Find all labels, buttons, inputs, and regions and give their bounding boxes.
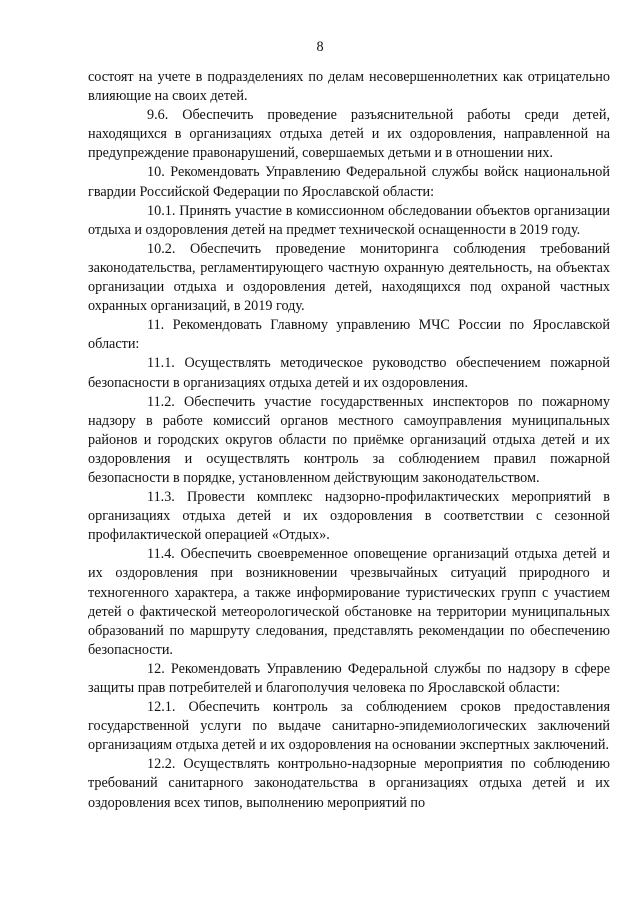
paragraph-11: 11. Рекомендовать Главному управлению МЧС России по Ярославской области: — [88, 317, 610, 353]
paragraph-12-2: 12.2. Осуществлять контрольно-надзорные мероприятия по соблюдению требований санитарного законодательства в организациях отдыха детей и их оздоровления всех типов, выполнению мероприятий по — [88, 756, 610, 811]
paragraph-12-1: 12.1. Обеспечить контроль за соблюдением сроков предоставления государственной услуги по выдаче санитарно-эпидемиологических заключений организациям отдыха детей и их оздоровления на основании экспертных заключений. — [88, 699, 610, 754]
paragraph-11-2: 11.2. Обеспечить участие государственных инспекторов по пожарному надзору в работе комиссий органов местного самоуправления муниципальных районов и городских округов области по приёмке организаций отдыха детей и их оздоровления и осуществлять контроль за соблюдением правил пожарной безопасности в порядке, установленном действующим законодательством. — [88, 393, 610, 486]
paragraph-11-4: 11.4. Обеспечить своевременное оповещение организаций отдыха детей и их оздоровления при возникновении чрезвычайных ситуаций природного и техногенного характера, а также информирование туристических групп с участием детей о фактической метеорологической обстановке на территории муниципальных образований по маршруту следования, представлять рекомендации по обеспечению безопасности. — [88, 546, 610, 658]
page-number: 8 — [316, 39, 324, 55]
paragraph-10-2: 10.2. Обеспечить проведение мониторинга соблюдения требований законодательства, регламентирующего частную охранную деятельность, на объектах организации отдыха и оздоровления детей, находящихся под охраной частных охранных организаций, в 2019 году. — [88, 240, 610, 315]
paragraph-11-1: 11.1. Осуществлять методическое руководство обеспечением пожарной безопасности в организациях отдыха детей и их оздоровления. — [88, 355, 610, 391]
paragraph-continuation: состоят на учете в подразделениях по делам несовершеннолетних как отрицательно влияющие на своих детей. — [88, 69, 610, 105]
paragraph-9-6: 9.6. Обеспечить проведение разъяснительной работы среди детей, находящихся в организациях отдыха детей и их оздоровления, направленной на предупреждение правонарушений, совершаемых детьми и в отношении них. — [88, 107, 610, 162]
paragraph-10-1: 10.1. Принять участие в комиссионном обследовании объектов организации отдыха и оздоровления детей на предмет технической оснащенности в 2019 году. — [88, 202, 610, 238]
document-body — [88, 68, 610, 813]
paragraph-10: 10. Рекомендовать Управлению Федеральной службы войск национальной гвардии Российской Федерации по Ярославской области: — [88, 164, 610, 200]
paragraph-12: 12. Рекомендовать Управлению Федеральной службы по надзору в сфере защиты прав потребителей и благополучия человека по Ярославской области: — [88, 660, 610, 696]
paragraph-11-3: 11.3. Провести комплекс надзорно-профилактических мероприятий в организациях отдыха детей и их оздоровления в соответствии с сезонной профилактической операцией «Отдых». — [88, 489, 610, 544]
